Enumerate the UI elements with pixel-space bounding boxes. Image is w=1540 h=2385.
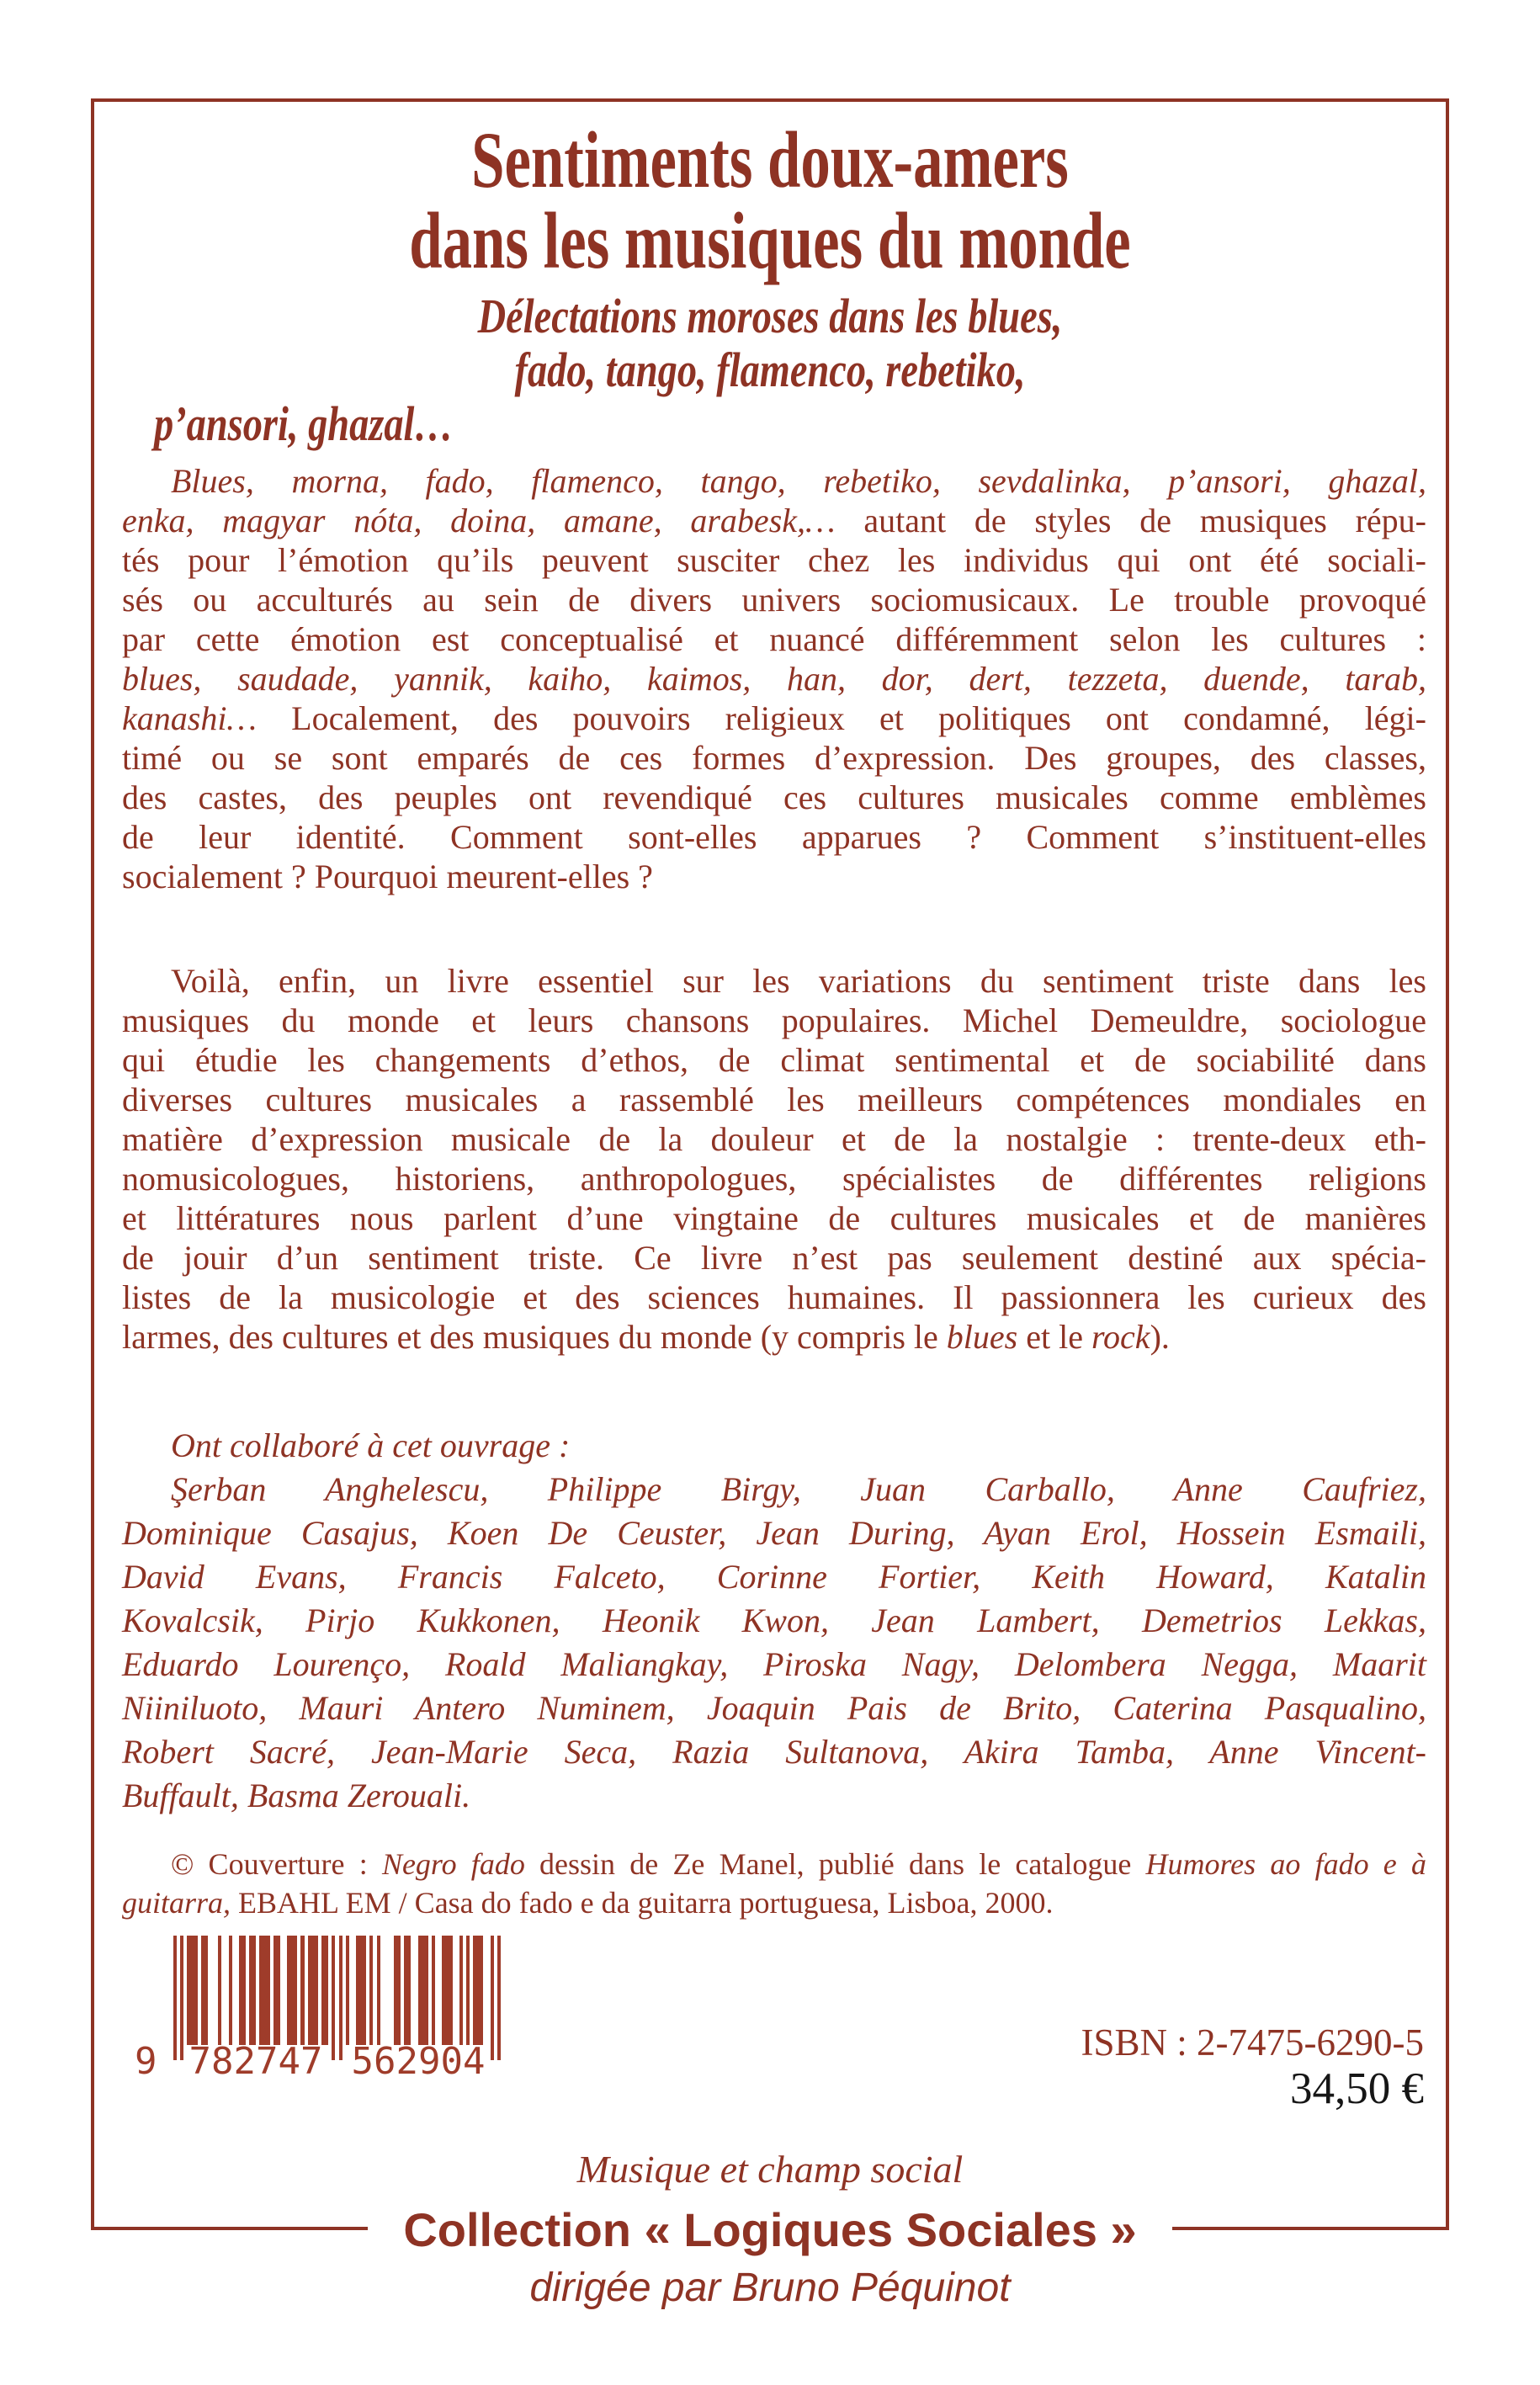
text-line: musiques du monde et leurs chansons populaires. Michel Demeuldre, sociologue [122,1001,1426,1039]
barcode-first-digit: 9 [135,2040,157,2083]
text-line: Kovalcsik, Pirjo Kukkonen, Heonik Kwon, Jean Lambert, Demetrios Lekkas, [122,1602,1426,1639]
collection-label: Collection « Logiques Sociales » [368,2198,1171,2262]
text-line: matière d’expression musicale de la douleur et de la nostalgie : trente-deux eth- [122,1120,1426,1158]
text-line: Blues, morna, fado, flamenco, tango, rebetiko, sevdalinka, p’ansori, ghazal, [171,462,1426,500]
barcode-right-digits: 562904 [351,2040,486,2083]
book-title-line-2: dans les musiques du monde [409,196,1131,285]
text-line: socialement ? Pourquoi meurent-elles ? [122,858,653,895]
text-line: David Evans, Francis Falceto, Corinne Fortier, Keith Howard, Katalin [122,1558,1426,1596]
text-line: qui étudie les changements d’ethos, de climat sentimental et de sociabilité dans [122,1041,1426,1079]
text-line: des castes, des peuples ont revendiqué ces cultures musicales comme emblèmes [122,778,1426,816]
text-line: diverses cultures musicales a rassemblé les meilleurs compétences mondiales en [122,1081,1426,1118]
series-name: Musique et champ social [576,2148,964,2191]
text-line: timé ou se sont emparés de ces formes d’expression. Des groupes, des classes, [122,739,1426,777]
text-line: fado, tango, flamenco, rebetiko, [514,343,1026,397]
text-line: de jouir d’un sentiment triste. Ce livre n’est pas seulement destiné aux spécia- [122,1239,1426,1277]
contributors-block [122,1424,1426,1818]
collection-director: dirigée par Bruno Péquinot [529,2265,1011,2310]
text-line: Şerban Anghelescu, Philippe Birgy, Juan Carballo, Anne Caufriez, [171,1470,1426,1508]
text-line: larmes, des cultures et des musiques du monde (y compris le blues et le rock). [122,1318,1170,1356]
text-line: et littératures nous parlent d’une vingtaine de cultures musicales et de manières [122,1199,1426,1237]
text-line: listes de la musicologie et des sciences humaines. Il passionnera les curieux des [122,1278,1426,1316]
text-line: tés pour l’émotion qu’ils peuvent susciter chez les individus qui ont été sociali- [122,541,1426,579]
text-line: Buffault, Basma Zerouali. [122,1777,471,1814]
barcode-left-digits: 782747 [189,2040,323,2083]
book-title [196,115,1343,285]
contributors-heading: Ont collaboré à cet ouvrage : [171,1426,571,1464]
copyright-note [122,1845,1426,1922]
paragraph-2 [122,961,1426,1357]
collection-banner [0,2198,1540,2262]
paragraph-1 [122,461,1426,896]
text-line: Délectations moroses dans les blues, [477,289,1063,343]
text-line: blues, saudade, yannik, kaiho, kaimos, han, dor, dert, tezzeta, duende, tarab, [122,660,1426,698]
text-line: par cette émotion est conceptualisé et nuancé différemment selon les cultures : [122,620,1426,658]
text-line: de leur identité. Comment sont-elles apparues ? Comment s’instituent-elles [122,818,1426,856]
text-line: Dominique Casajus, Koen De Ceuster, Jean During, Ayan Erol, Hossein Esmaili, [122,1514,1426,1552]
text-line: guitarra, EBAHL EM / Casa do fado e da guitarra portuguesa, Lisboa, 2000. [122,1886,1054,1920]
text-line: Robert Sacré, Jean-Marie Seca, Razia Sultanova, Akira Tamba, Anne Vincent- [122,1733,1426,1771]
isbn-label: ISBN : 2-7475-6290-5 [1081,2021,1424,2064]
text-line: p’ansori, ghazal… [154,396,454,451]
price-label: 34,50 € [1290,2064,1424,2113]
text-line: Eduardo Lourenço, Roald Maliangkay, Piroska Nagy, Delombera Negga, Maarit [122,1645,1426,1683]
text-line: © Couverture : Negro fado dessin de Ze Manel, publié dans le catalogue Humores ao fado e à [171,1847,1426,1881]
text-line: sés ou acculturés au sein de divers univers sociomusicaux. Le trouble provoqué [122,581,1426,619]
book-subtitle [154,289,1386,451]
text-line: enka, magyar nóta, doina, amane, arabesk,… autant de styles de musiques répu- [122,502,1426,539]
text-line: kanashi… Localement, des pouvoirs religieux et politiques ont condamné, légi- [122,699,1426,737]
text-line: Voilà, enfin, un livre essentiel sur les variations du sentiment triste dans les [171,962,1426,1000]
text-line: nomusicologues, historiens, anthropologues, spécialistes de différentes religions [122,1160,1426,1198]
text-line: Niiniluoto, Mauri Antero Numinem, Joaquin Pais de Brito, Caterina Pasqualino, [122,1689,1426,1727]
barcode-bar [497,1936,501,2060]
book-title-line-1: Sentiments doux-amers [471,115,1069,205]
